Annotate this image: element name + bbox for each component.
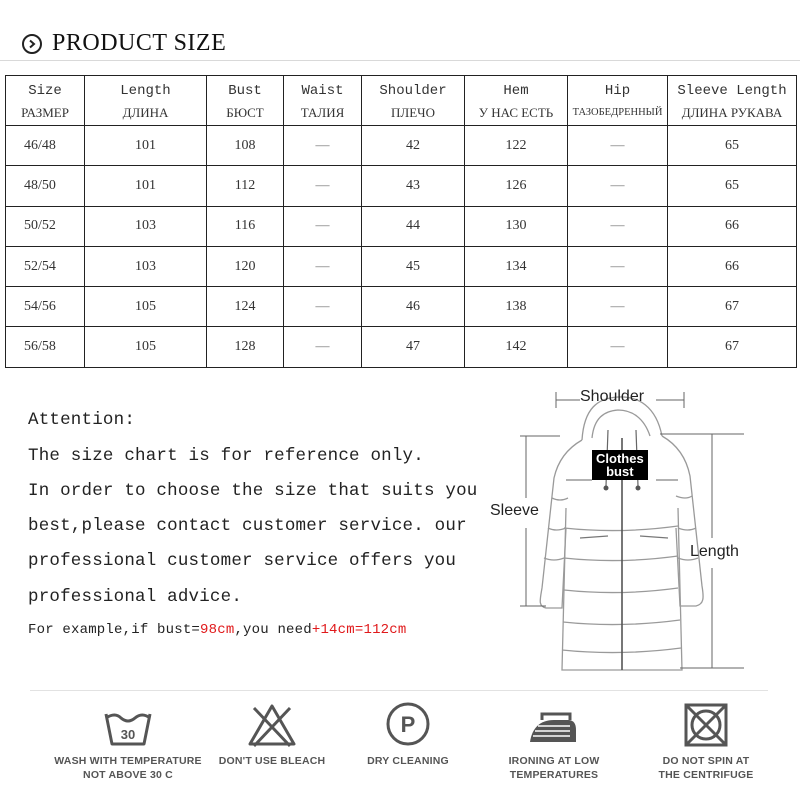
header-divider xyxy=(0,60,800,61)
cell-waist: — xyxy=(284,206,362,246)
cell-shoulder: 45 xyxy=(362,246,465,286)
cell-size: 50/52 xyxy=(6,206,85,246)
header-length: Length ДЛИНА xyxy=(85,76,207,126)
shoulder-label: Shoulder xyxy=(580,388,645,405)
cell-hip: — xyxy=(568,206,668,246)
cell-length: 105 xyxy=(85,287,207,327)
care-label: DO NOT SPIN AT THE CENTRIFUGE xyxy=(658,755,754,781)
cell-size: 56/58 xyxy=(6,327,85,367)
attention-line: professional customer service offers you xyxy=(28,551,457,571)
cell-hem: 130 xyxy=(465,206,568,246)
table-row xyxy=(6,327,797,367)
cell-length: 101 xyxy=(85,126,207,166)
header-shoulder: Shoulder ПЛЕЧО xyxy=(362,76,465,126)
attention-heading: Attention: xyxy=(28,410,136,430)
page-header xyxy=(22,30,226,57)
cell-length: 103 xyxy=(85,246,207,286)
header-hip: Hip ТАЗОБЕДРЕННЫЙ xyxy=(568,76,668,126)
cell-sleeve-length: 66 xyxy=(668,206,797,246)
example-line: For example,if bust=98cm,you need+14cm=112cm xyxy=(28,622,407,638)
cell-bust: 112 xyxy=(207,166,284,206)
table-row xyxy=(6,126,797,166)
cell-hip: — xyxy=(568,287,668,327)
cell-bust: 128 xyxy=(207,327,284,367)
iron-low-icon xyxy=(474,700,634,748)
cell-waist: — xyxy=(284,327,362,367)
table-row xyxy=(6,166,797,206)
garment-measure-diagram xyxy=(480,378,800,678)
care-label: WASH WITH TEMPERATURE NOT ABOVE 30 C xyxy=(54,755,202,781)
cell-hem: 122 xyxy=(465,126,568,166)
table-header-row xyxy=(6,76,797,126)
care-label: DRY CLEANING xyxy=(367,755,449,767)
cell-waist: — xyxy=(284,287,362,327)
care-item-iron xyxy=(474,700,634,782)
cell-size: 54/56 xyxy=(6,287,85,327)
cell-length: 101 xyxy=(85,166,207,206)
coat-illustration xyxy=(480,378,800,678)
cell-waist: — xyxy=(284,246,362,286)
table-row xyxy=(6,246,797,286)
attention-line: professional advice. xyxy=(28,587,243,607)
chevron-right-icon xyxy=(22,34,42,54)
attention-line: In order to choose the size that suits you xyxy=(28,481,478,501)
cell-shoulder: 47 xyxy=(362,327,465,367)
table-row xyxy=(6,287,797,327)
cell-size: 48/50 xyxy=(6,166,85,206)
cell-length: 105 xyxy=(85,327,207,367)
cell-waist: — xyxy=(284,126,362,166)
cell-bust: 108 xyxy=(207,126,284,166)
cell-hip: — xyxy=(568,166,668,206)
cell-hem: 142 xyxy=(465,327,568,367)
wash-30-icon xyxy=(48,700,208,748)
page-title: PRODUCT SIZE xyxy=(52,30,227,56)
dry-clean-icon xyxy=(328,700,488,748)
length-label: Length xyxy=(690,543,739,560)
cell-size: 46/48 xyxy=(6,126,85,166)
care-item-dry-clean xyxy=(328,700,488,768)
header-sleeve-length: Sleeve Length ДЛИНА РУКАВА xyxy=(668,76,797,126)
cell-waist: — xyxy=(284,166,362,206)
cell-hip: — xyxy=(568,126,668,166)
cell-length: 103 xyxy=(85,206,207,246)
cell-shoulder: 44 xyxy=(362,206,465,246)
cell-shoulder: 43 xyxy=(362,166,465,206)
cell-shoulder: 42 xyxy=(362,126,465,166)
care-divider xyxy=(30,690,768,691)
cell-size: 52/54 xyxy=(6,246,85,286)
cell-hip: — xyxy=(568,327,668,367)
svg-text:P: P xyxy=(400,712,416,737)
header-hem: Hem У НАС ЕСТЬ xyxy=(465,76,568,126)
cell-sleeve-length: 67 xyxy=(668,287,797,327)
cell-sleeve-length: 65 xyxy=(668,166,797,206)
attention-line: best,please contact customer service. our xyxy=(28,516,467,536)
cell-hem: 138 xyxy=(465,287,568,327)
svg-text:30: 30 xyxy=(120,727,136,742)
care-label: DON'T USE BLEACH xyxy=(218,755,326,767)
size-table xyxy=(5,75,797,368)
no-tumble-dry-icon xyxy=(626,700,786,748)
care-item-spin xyxy=(626,700,786,782)
cell-sleeve-length: 66 xyxy=(668,246,797,286)
cell-hem: 134 xyxy=(465,246,568,286)
sleeve-label: Sleeve xyxy=(490,502,539,519)
clothes-bust-tag: Clothes bust xyxy=(592,450,648,480)
cell-bust: 120 xyxy=(207,246,284,286)
cell-sleeve-length: 67 xyxy=(668,327,797,367)
care-label: IRONING AT LOW TEMPERATURES xyxy=(508,755,600,781)
header-bust: Bust БЮСТ xyxy=(207,76,284,126)
cell-shoulder: 46 xyxy=(362,287,465,327)
cell-hem: 126 xyxy=(465,166,568,206)
cell-bust: 116 xyxy=(207,206,284,246)
attention-line: The size chart is for reference only. xyxy=(28,446,424,466)
header-waist: Waist ТАЛИЯ xyxy=(284,76,362,126)
cell-hip: — xyxy=(568,246,668,286)
header-size: Size РАЗМЕР xyxy=(6,76,85,126)
cell-bust: 124 xyxy=(207,287,284,327)
care-item-wash xyxy=(48,700,208,782)
table-row xyxy=(6,206,797,246)
cell-sleeve-length: 65 xyxy=(668,126,797,166)
